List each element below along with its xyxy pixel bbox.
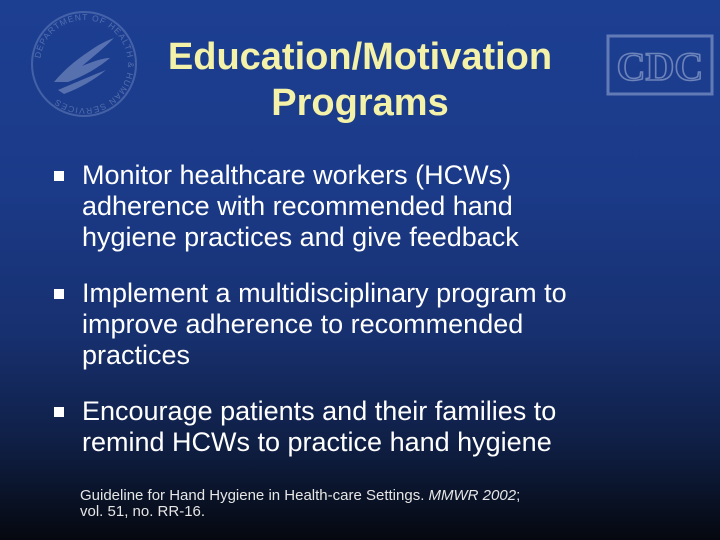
hhs-ring-text: DEPARTMENT OF HEALTH & HUMAN SERVICES bbox=[32, 11, 137, 117]
square-bullet-icon bbox=[54, 289, 64, 299]
bullet-line: remind HCWs to practice hand hygiene bbox=[82, 427, 552, 457]
citation-volume: vol. 51, no. RR-16. bbox=[80, 503, 206, 520]
citation-journal: MMWR 2002 bbox=[428, 487, 517, 504]
bullet-item-encourage bbox=[52, 396, 692, 458]
citation-separator: ; bbox=[516, 487, 521, 504]
bullet-line: Implement a multidisciplinary program to bbox=[82, 278, 567, 308]
square-bullet-icon bbox=[54, 407, 64, 417]
bullet-item-implement bbox=[52, 278, 692, 371]
bullet-item-monitor bbox=[52, 160, 692, 253]
bullet-line: adherence with recommended hand bbox=[82, 191, 513, 221]
title-line-1: Education/Motivation bbox=[167, 36, 553, 78]
citation-text: Guideline for Hand Hygiene in Health-care Settings. bbox=[80, 487, 425, 504]
bullet-line: improve adherence to recommended bbox=[82, 309, 524, 339]
cdc-logo-text: CDC bbox=[616, 44, 704, 89]
bullet-line: Monitor healthcare workers (HCWs) bbox=[82, 160, 512, 190]
bullet-line: Encourage patients and their families to bbox=[82, 396, 557, 426]
cdc-logo-icon bbox=[606, 34, 714, 96]
slide-title bbox=[110, 34, 610, 126]
bullet-list bbox=[52, 160, 692, 458]
bullet-line: hygiene practices and give feedback bbox=[82, 222, 519, 252]
square-bullet-icon bbox=[54, 171, 64, 181]
title-line-2: Programs bbox=[271, 82, 449, 124]
citation bbox=[80, 488, 640, 520]
bullet-line: practices bbox=[82, 340, 191, 370]
